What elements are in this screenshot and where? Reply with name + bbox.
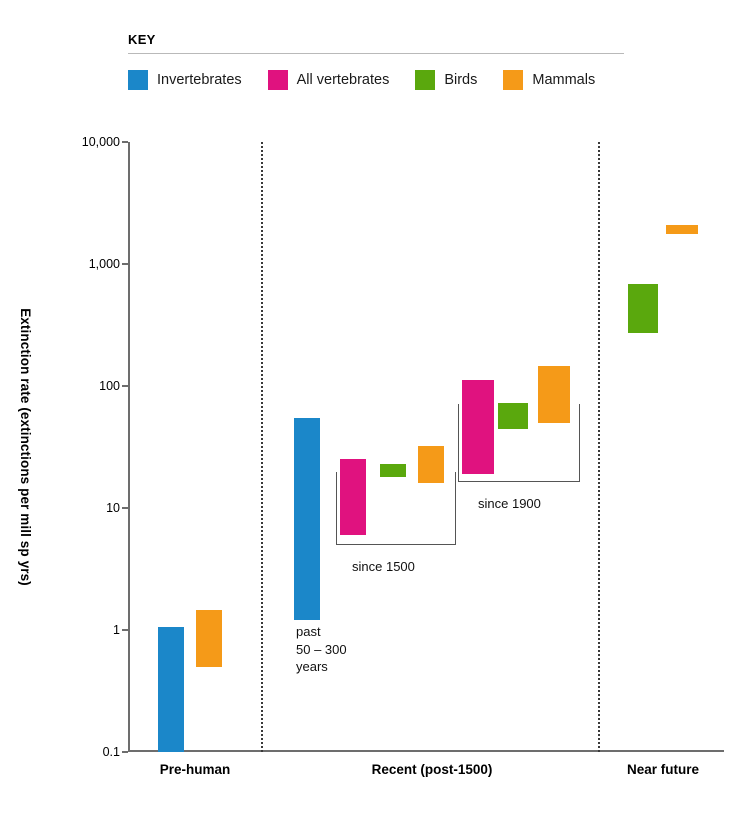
legend-label-mammals: Mammals	[532, 72, 596, 88]
legend-label-all-vertebrates: All vertebrates	[296, 72, 390, 88]
bar-pre-human-mammals	[196, 610, 222, 666]
y-tick-mark	[122, 141, 128, 143]
bracket-since-1500	[336, 472, 456, 545]
y-tick-label: 10	[106, 501, 120, 515]
y-tick-mark	[122, 629, 128, 631]
legend-swatch-mammals	[503, 70, 523, 90]
group-label-recent: Recent (post-1500)	[371, 762, 493, 777]
key-divider	[128, 53, 624, 54]
y-axis-line	[128, 142, 130, 752]
legend-label-invertebrates: Invertebrates	[157, 72, 242, 88]
annotation-since-1900: since 1900	[478, 496, 541, 511]
annotation-past-years-line1: past	[296, 624, 321, 639]
legend-swatch-invertebrates	[128, 70, 148, 90]
y-tick-mark	[122, 263, 128, 265]
legend-swatch-birds	[415, 70, 435, 90]
y-tick-label: 1	[113, 623, 120, 637]
legend-item-birds	[415, 70, 477, 90]
y-tick-mark	[122, 385, 128, 387]
bracket-since-1900	[458, 404, 580, 482]
bar-recent-invertebrates-past-50-300-years-	[294, 418, 320, 621]
group-label-pre-human: Pre-human	[159, 762, 231, 777]
y-tick-mark	[122, 507, 128, 509]
bar-near-future-birds	[628, 284, 658, 333]
group-divider-1	[261, 142, 263, 752]
annotation-past-years-line3: years	[296, 659, 328, 675]
y-tick-label: 10,000	[81, 135, 120, 149]
annotation-past-years-line2: 50 – 300	[296, 641, 347, 657]
bar-pre-human-invertebrates	[158, 627, 184, 752]
y-tick-mark	[122, 751, 128, 753]
key-title: KEY	[128, 32, 156, 47]
legend-item-invertebrates	[128, 70, 242, 90]
y-tick-label: 1,000	[88, 257, 120, 271]
legend-item-all-vertebrates	[268, 70, 390, 90]
y-tick-label: 0.1	[102, 745, 120, 759]
plot-area	[81, 135, 724, 759]
legend-item-mammals	[503, 70, 595, 90]
bar-near-future-mammals	[666, 225, 698, 235]
legend-swatch-all-vertebrates	[268, 70, 288, 90]
y-axis-title: Extinction rate (extinctions per mill sp yrs)	[18, 308, 34, 586]
group-divider-2	[598, 142, 600, 752]
annotation-past-years	[296, 623, 347, 676]
group-label-near-future: Near future	[626, 762, 699, 777]
annotation-since-1500: since 1500	[352, 559, 415, 574]
x-axis-line	[128, 750, 724, 752]
legend	[128, 70, 621, 90]
y-tick-label: 100	[99, 379, 120, 393]
legend-label-birds: Birds	[444, 72, 478, 88]
